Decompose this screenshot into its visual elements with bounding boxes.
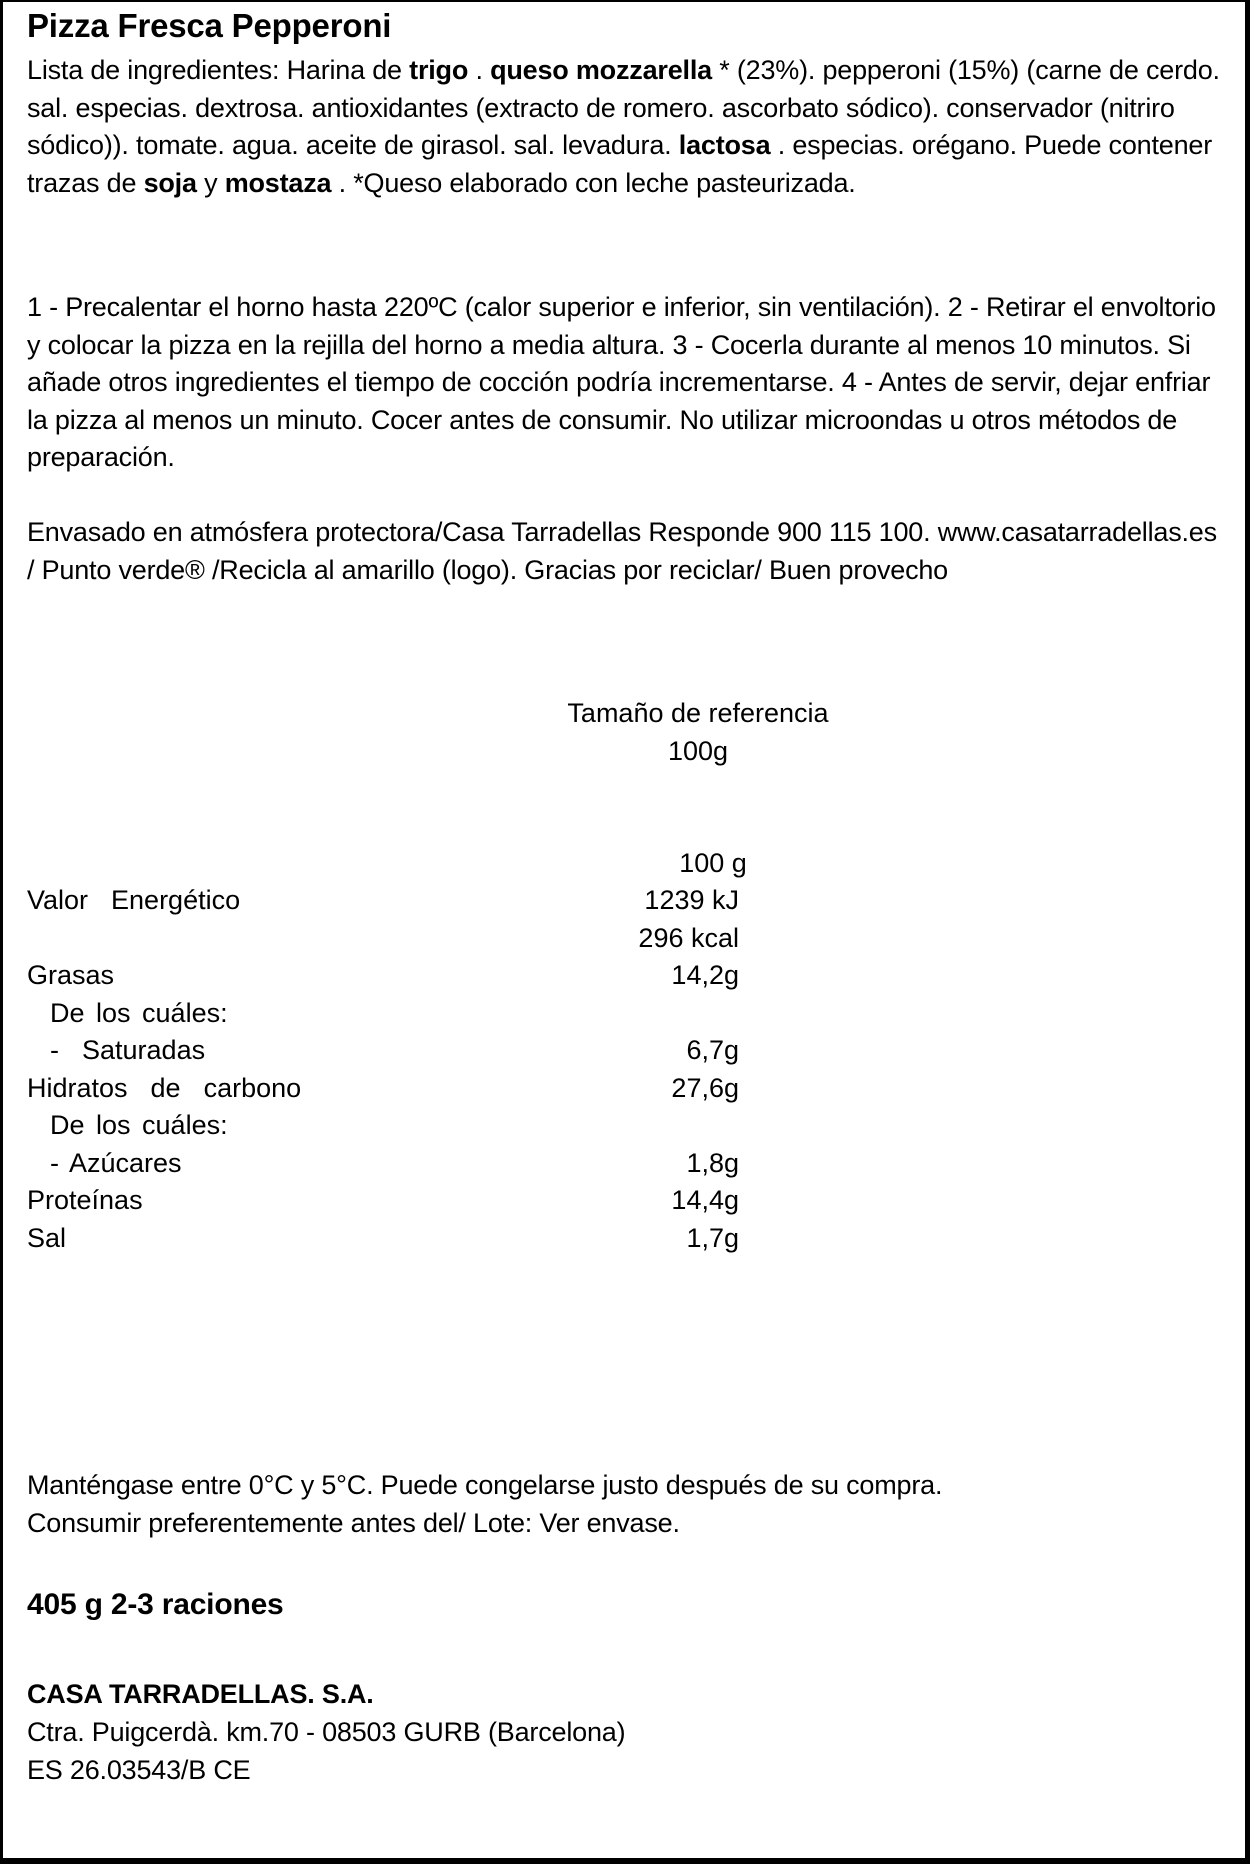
storage-line-2: Consumir preferentemente antes del/ Lote: Ver envase. (27, 1508, 680, 1538)
nutrient-label: Proteínas (27, 1185, 143, 1215)
nutrition-row (27, 1220, 787, 1258)
packaging-info: Envasado en atmósfera protectora/Casa Tarradellas Responde 900 115 100. www.casatarradellas.es / Punto verde® /Recicla al amarillo (logo). Gracias por reciclar/ Buen provecho (27, 517, 1217, 585)
nutrient-label: De los cuáles: (27, 997, 228, 1028)
preparation-instructions: 1 - Precalentar el horno hasta 220ºC (calor superior e inferior, sin ventilación). 2 - Retirar el envoltorio y colocar la pizza en la rejilla del horno a media altura. 3 - Cocerla durante al menos 10 minutos. Si añade otros ingredientes el tiempo de cocción podría incrementarse. 4 - Antes de servir, dejar enfriar la pizza al menos un minuto. Cocer antes de consumir. No utilizar microondas u otros métodos de preparación. (27, 292, 1216, 472)
nutrient-value: 1,7g (686, 1222, 739, 1253)
ingredients-text: . *Queso elaborado con leche pasteurizada. (331, 167, 856, 198)
allergen-mostaza: mostaza (224, 167, 332, 198)
storage-line-1: Manténgase entre 0°C y 5°C. Puede congelarse justo después de su compra. (27, 1470, 943, 1500)
nutrient-value: 296 kcal (638, 922, 739, 953)
company-address: Ctra. Puigcerdà. km.70 - 08503 GURB (Barcelona) (27, 1717, 626, 1747)
nutrient-label: De los cuáles: (27, 1110, 228, 1140)
allergen-soja: soja (143, 167, 197, 198)
nutrition-row (27, 882, 787, 920)
ingredients-text: y (196, 167, 225, 198)
nutrition-row (27, 1070, 787, 1108)
nutrient-label: Hidratos de carbono (27, 1072, 302, 1103)
nutrient-label: Grasas (27, 960, 115, 990)
nutrition-row (27, 995, 787, 1033)
allergen-queso: queso mozzarella (490, 55, 712, 85)
allergen-lactosa: lactosa (678, 130, 771, 160)
nutrient-label: - Azúcares (27, 1147, 182, 1178)
ingredients-text: . (468, 55, 491, 85)
nutrition-row (27, 957, 787, 995)
ingredients-text: . especias. orégano. Puede contener trazas de (27, 130, 1213, 198)
nutrition-row (27, 1182, 787, 1220)
nutrition-row (27, 1107, 787, 1145)
product-title: Pizza Fresca Pepperoni (27, 7, 392, 44)
ingredients-text: * (23%). pepperoni (15%) (carne de cerdo. sal. especias. dextrosa. antioxidantes (extracto de romero. ascorbato sódico). conservador (nitriro sódico)). tomate. agua. aceite de girasol. sal. levadura. (27, 55, 1220, 160)
company-name: CASA TARRADELLAS. S.A. (27, 1679, 374, 1709)
nutrition-column-header: 100 g (679, 848, 747, 878)
nutrient-label: Valor Energético (27, 885, 241, 915)
reference-size-value: 100g (667, 736, 729, 766)
nutrient-value: 6,7g (686, 1035, 739, 1065)
nutrient-value: 1239 kJ (644, 885, 739, 915)
nutrition-row (27, 1145, 787, 1183)
nutrient-value: 14,4g (671, 1185, 739, 1215)
nutrient-label: - Saturadas (27, 1035, 206, 1065)
ingredients-text: Lista de ingredientes: Harina de (27, 55, 410, 85)
allergen-trigo: trigo (409, 55, 469, 85)
nutrient-value: 27,6g (671, 1072, 739, 1103)
nutrient-label: Sal (27, 1222, 67, 1253)
company-registry: ES 26.03543/B CE (27, 1755, 251, 1785)
nutrition-row (27, 920, 787, 958)
nutrient-value: 14,2g (671, 960, 739, 990)
reference-size-label: Tamaño de referencia (567, 698, 829, 728)
ingredients-list (27, 52, 1227, 202)
nutrient-value: 1,8g (686, 1147, 739, 1178)
nutrition-row (27, 1032, 787, 1070)
net-weight: 405 g 2-3 raciones (27, 1588, 284, 1621)
